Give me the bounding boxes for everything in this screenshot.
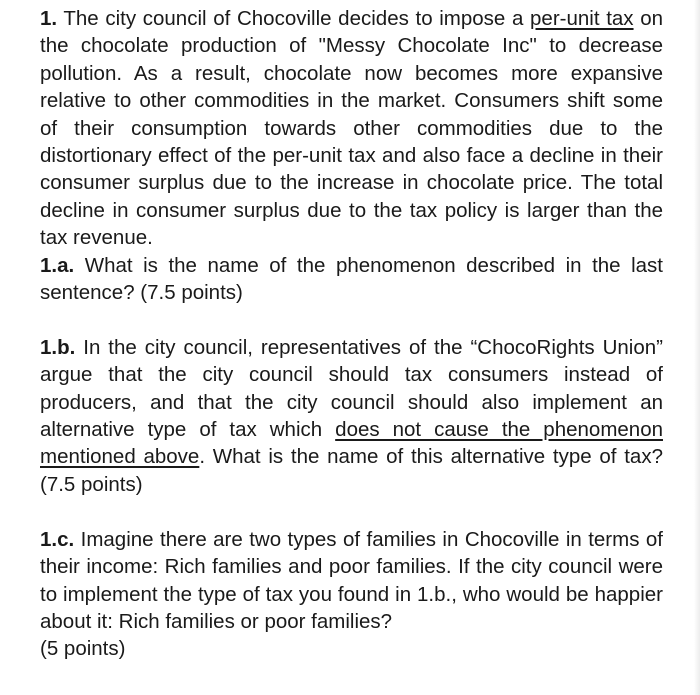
question-1-text-start: The city council of Chocoville decides to impose a [57,7,531,30]
question-1c-text: Imagine there are two types of families in Chocoville in terms of their income: Rich families and poor families. If the city council were to implement the type of tax you found in 1.b., who would be happier about it: Rich families or poor families? [40,527,663,633]
question-1-text-end: on the chocolate production of "Messy Chocolate Inc" to decrease pollution. As a result, chocolate now becomes more expansive relative to other commodities in the market. Consumers shift some of their consumption towards other commodities due to the distortionary effect of the per-unit tax and also face a decline in their consumer surplus due to the increase in chocolate price. The total decline in consumer surplus due to the tax policy is larger than the tax revenue. [40,7,663,250]
per-unit-tax-underlined: per-unit tax [530,7,634,30]
question-1 [40,5,663,252]
question-1a [40,252,663,307]
question-1-number: 1. [40,7,58,30]
question-1b-number: 1.b. [40,335,76,359]
question-1b [40,334,663,498]
paragraph-gap [40,306,663,333]
question-1a-number: 1.a. [40,253,75,277]
question-document [40,5,663,663]
question-1a-text: What is the name of the phenomenon described in the last sentence? (7.5 points) [40,253,663,305]
question-1c-points: (5 points) [40,637,126,661]
question-1b-text-start: In the city council, representatives of the “ChocoRights Union” argue that the city council should tax consumers instead of producers, and that the city council should also implement an alternative type of tax which [40,335,663,442]
question-1c-number: 1.c. [40,527,75,551]
question-1b-text-end: . What is the name of this alternative type of tax? (7.5 points) [40,445,663,496]
paragraph-gap [40,498,663,525]
page-edge-shadow [694,0,700,695]
phenomenon-underlined: does not cause the phenomenon mentioned above [40,418,663,469]
question-1c [40,526,663,636]
